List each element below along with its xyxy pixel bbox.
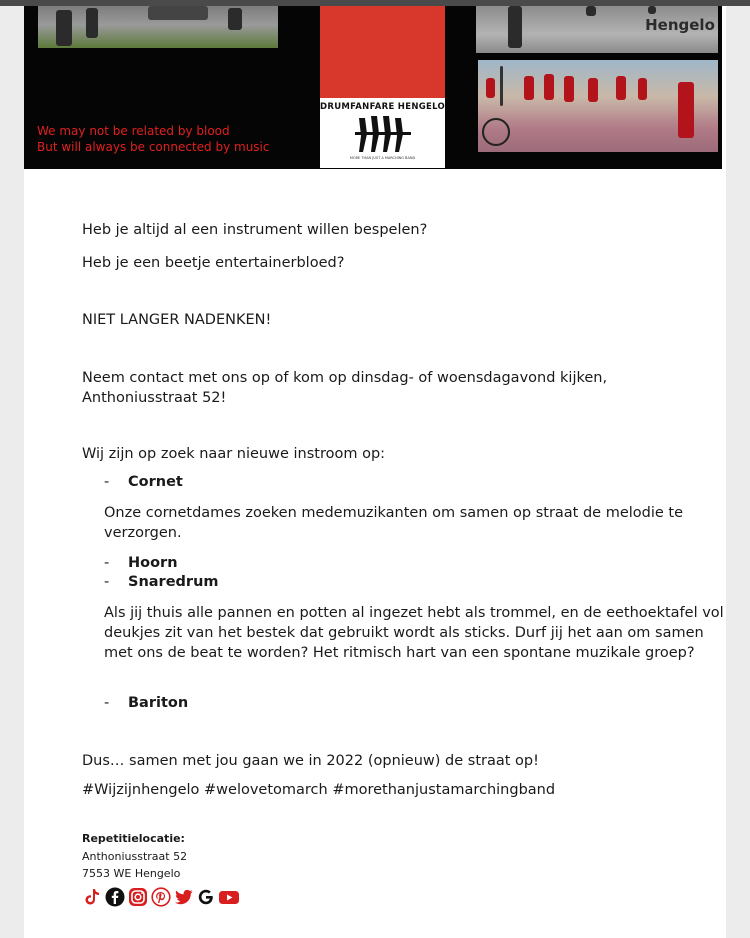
hengelo-badge: Hengelo xyxy=(645,16,715,34)
slogan-line-1: We may not be related by blood xyxy=(37,124,230,138)
address-street: Anthoniusstraat 52 xyxy=(82,850,188,863)
social-icons xyxy=(82,886,240,908)
list-item-snaredrum xyxy=(104,573,219,592)
question-instrument: Heb je altijd al een instrument willen bespelen? xyxy=(82,222,428,238)
snaredrum-description: Als jij thuis alle pannen en potten al ingezet hebt als trommel, en de eethoektafel vol deukjes zit van het bestek dat gebruikt wordt als sticks. Durf jij het aan om samen met ons de beat te worden? Het ritmisch hart van een spontane muzikale groep? xyxy=(104,605,724,661)
slogan xyxy=(37,123,317,155)
item-name: Snaredrum xyxy=(128,574,219,590)
youtube-icon[interactable] xyxy=(218,887,240,907)
item-name: Cornet xyxy=(128,474,183,490)
list-dash: - xyxy=(104,695,110,711)
address-city: 7553 WE Hengelo xyxy=(82,867,181,880)
logo-red-panel xyxy=(320,6,445,98)
item-name: Bariton xyxy=(128,695,189,711)
drumfanfare-logo xyxy=(320,98,445,168)
document-page xyxy=(24,6,726,938)
item-name: Hoorn xyxy=(128,555,178,571)
contact-paragraph: Neem contact met ons op of kom op dinsdag- of woensdagavond kijken, Anthoniusstraat 52! xyxy=(82,370,608,406)
header-banner xyxy=(24,6,722,169)
closing-line: Dus… samen met jou gaan we in 2022 (opnieuw) de straat op! xyxy=(82,753,539,769)
drummers-silhouette-icon xyxy=(353,114,413,154)
marching-photo-right-bottom xyxy=(478,60,718,152)
marching-photo-left xyxy=(38,6,278,48)
list-dash: - xyxy=(104,574,110,590)
list-item-bariton xyxy=(104,694,188,713)
cornet-description: Onze cornetdames zoeken medemuzikanten om samen op straat de melodie te verzorgen. xyxy=(104,505,684,541)
slogan-line-2: But will always be connected by music xyxy=(37,140,270,154)
question-entertainer: Heb je een beetje entertainerbloed? xyxy=(82,255,345,271)
pinterest-icon[interactable] xyxy=(151,887,171,907)
list-item-hoorn xyxy=(104,554,178,573)
logo-subtitle: MORE THAN JUST A MARCHING BAND xyxy=(349,156,416,160)
list-dash: - xyxy=(104,474,110,490)
rehearsal-location-heading: Repetitielocatie: xyxy=(82,832,185,845)
list-dash: - xyxy=(104,555,110,571)
twitter-icon[interactable] xyxy=(174,887,194,907)
hashtags: #Wijzijnhengelo #welovetomarch #morethanjustamarchingband xyxy=(82,782,556,798)
google-icon[interactable] xyxy=(197,887,215,907)
logo-title: DRUMFANFARE HENGELO xyxy=(320,102,446,112)
list-item-cornet xyxy=(104,473,183,492)
list-intro: Wij zijn op zoek naar nieuwe instroom op: xyxy=(82,446,386,462)
callout-heading: NIET LANGER NADENKEN! xyxy=(82,312,272,328)
instagram-icon[interactable] xyxy=(128,887,148,907)
tiktok-icon[interactable] xyxy=(82,887,102,907)
facebook-icon[interactable] xyxy=(105,887,125,907)
